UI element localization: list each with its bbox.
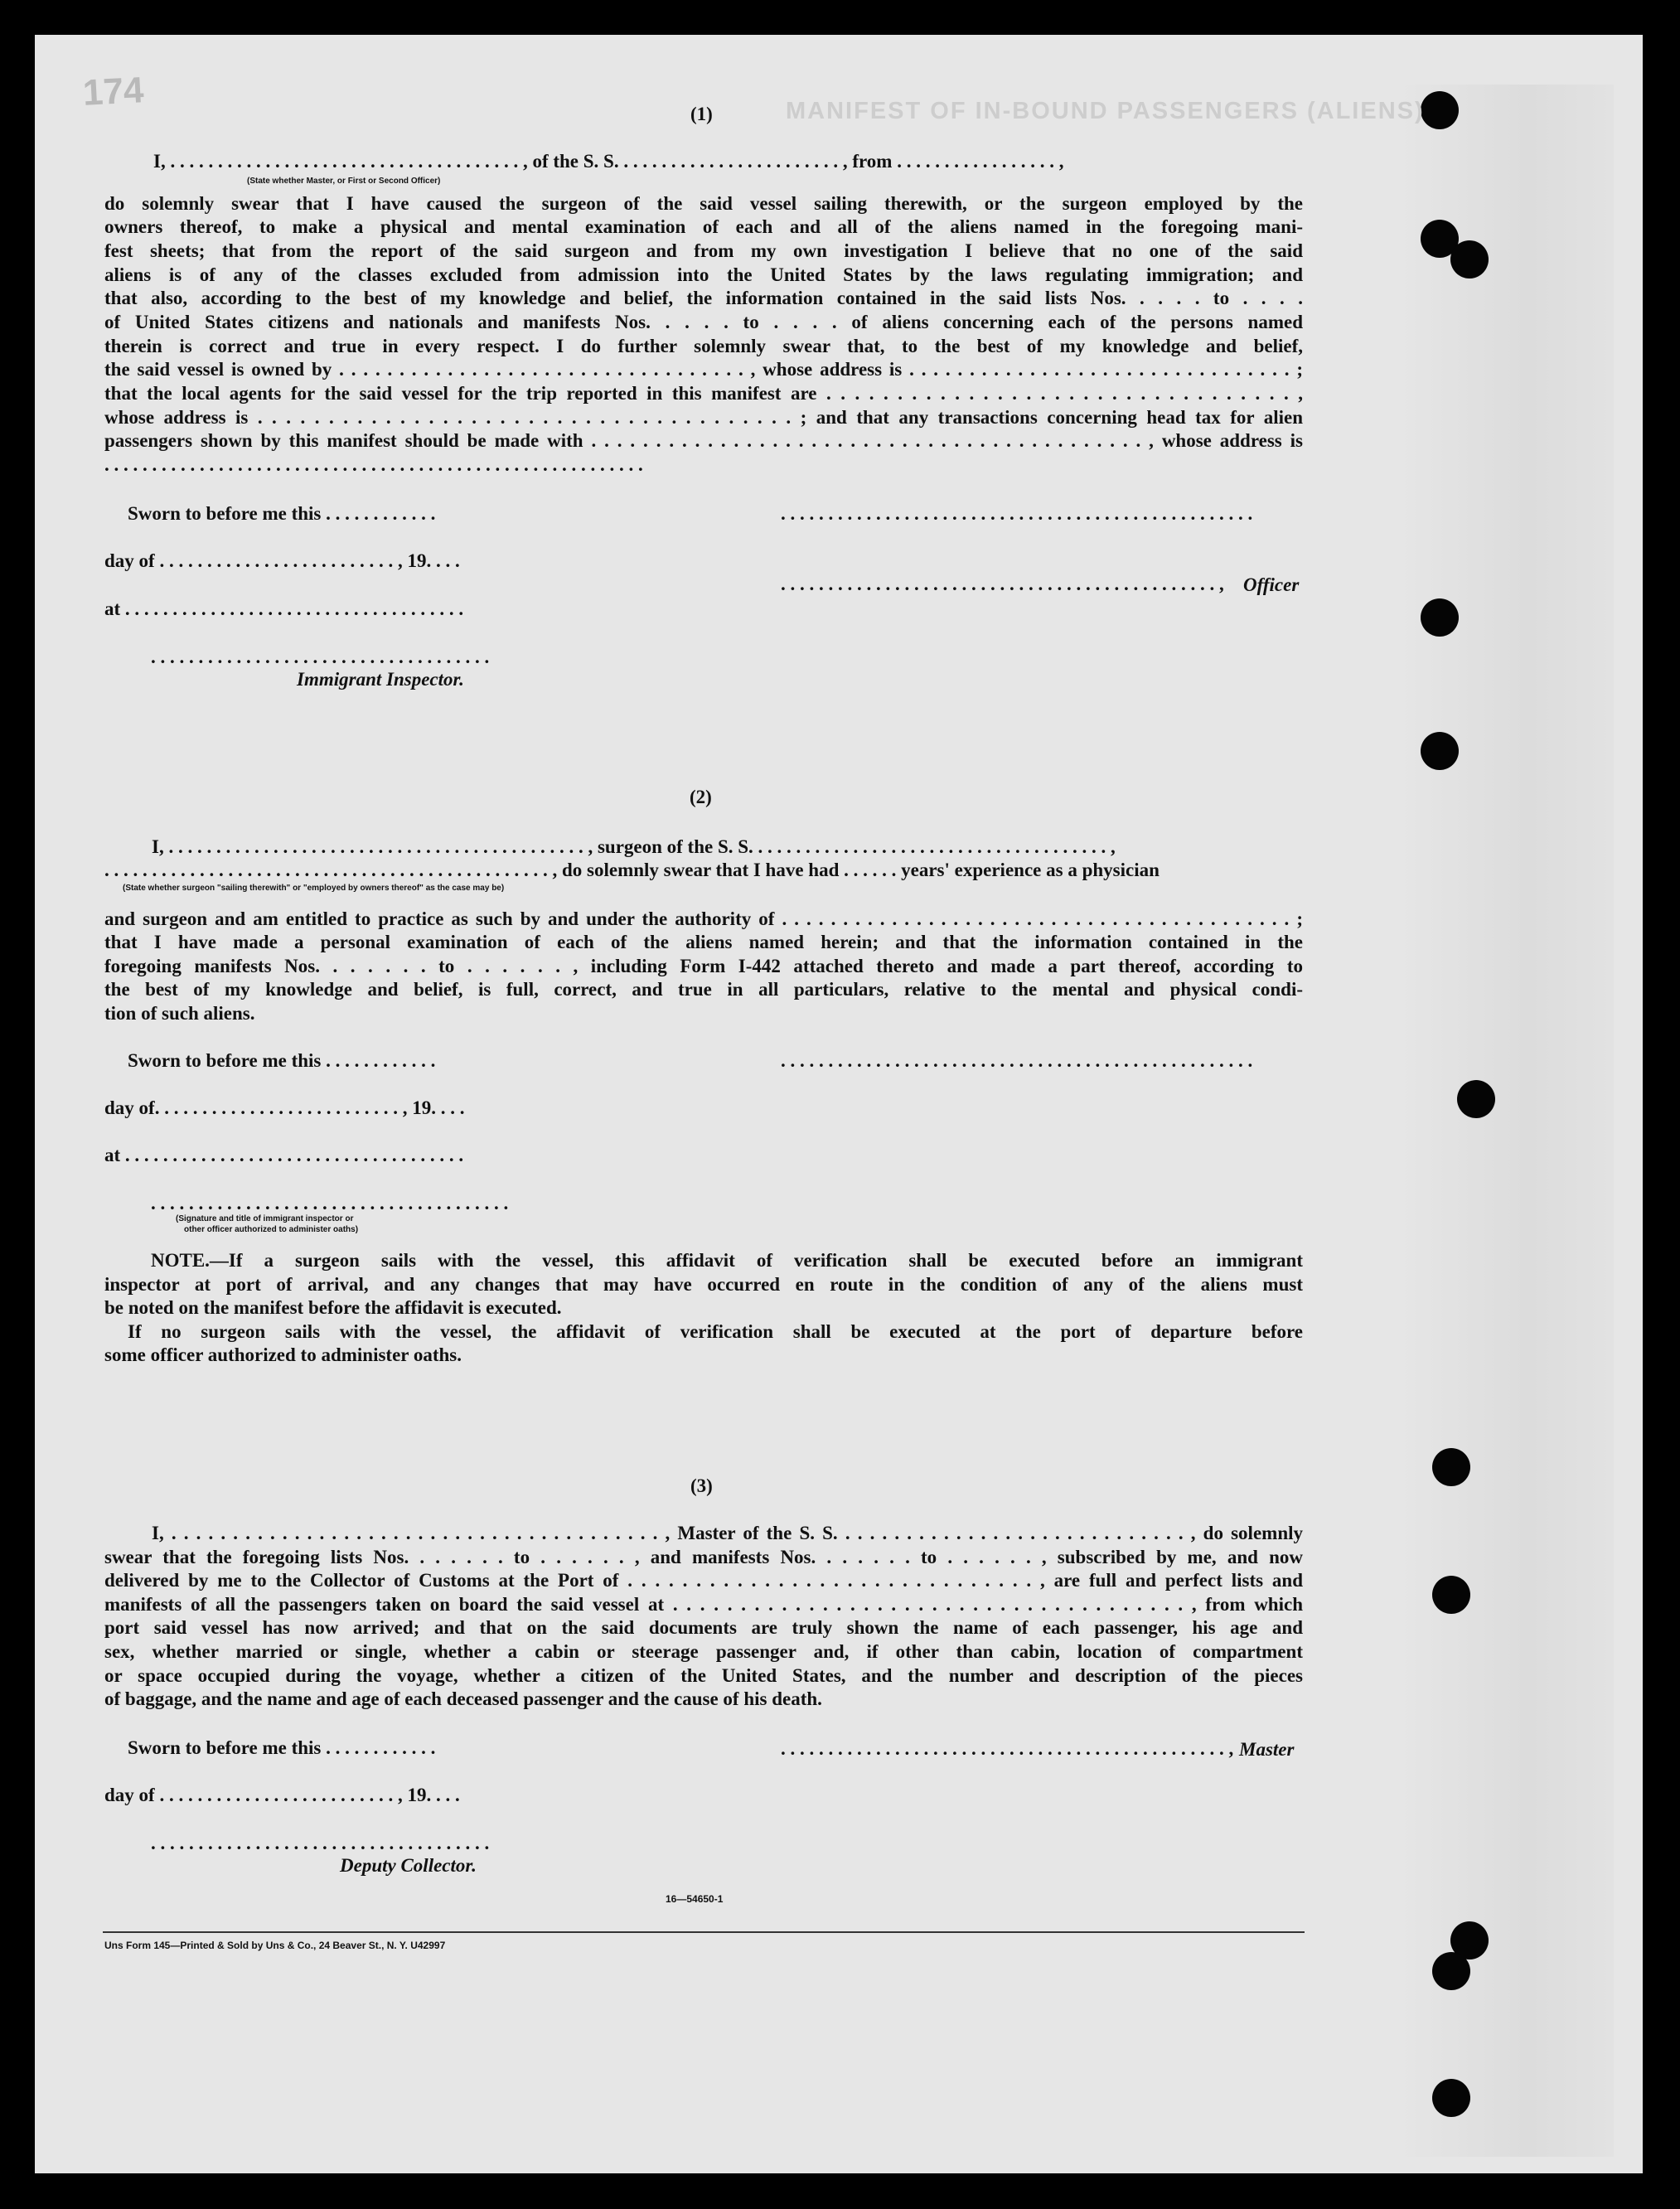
surgeon-experience-line: . . . . . . . . . . . . . . . . . . . . . . . . . . . . . . . . . . . . . . . . . . . . . . . , do solemnly swear that I have had . . . . . . years' experience as a physician	[104, 860, 1160, 880]
paragraph-line: sex, whether married or single, whether a cabin or steerage passenger and, if other than cabin, location of compartment	[104, 1641, 1303, 1662]
master-name-line: I, . . . . . . . . . . . . . . . . . . . . . . . . . . . . . . . . . . . . . , of the S. S. . . . . . . . . . . . . . . . . . . . . . . . , from . . . . . . . . . . . . . . . . . ,	[153, 151, 1064, 172]
collector-signature-line: . . . . . . . . . . . . . . . . . . . . . . . . . . . . . . . . . . . .	[151, 1833, 490, 1853]
paragraph-line: that also, according to the best of my knowledge and belief, the information contained in the said lists Nos. . . . . to . . . .	[104, 288, 1303, 308]
note-line: some officer authorized to administer oaths.	[104, 1344, 462, 1365]
paragraph-line: that the local agents for the said vessel for the trip reported in this manifest are . . . . . . . . . . . . . . . . . . . . . . . . . . . . . . . . . ,	[104, 383, 1303, 404]
paragraph-line: therein is correct and true in every respect. I do further solemnly swear that, to the best of my knowledge and belief,	[104, 336, 1303, 356]
day-line: day of. . . . . . . . . . . . . . . . . . . . . . . . . . , 19. . . .	[104, 1097, 465, 1118]
binder-hole	[1421, 91, 1459, 129]
signature-caption: other officer authorized to administer oaths)	[184, 1225, 359, 1234]
collector-label: Deputy Collector.	[340, 1855, 477, 1876]
sworn-line: Sworn to before me this . . . . . . . . . . . .	[128, 1050, 436, 1071]
paragraph-line: or space occupied during the voyage, whether a citizen of the United States, and the number and description of the pieces	[104, 1665, 1303, 1686]
officer-caption: (State whether Master, or First or Second Officer)	[247, 177, 441, 186]
inspector-label: Immigrant Inspector.	[297, 669, 464, 690]
paragraph-line: I, . . . . . . . . . . . . . . . . . . . . . . . . . . . . . . . . . . . . . . . . , Master of the S. S. . . . . . . . . . . . . . . . . . . . . . . . . . . . . , do solemnly	[152, 1523, 1303, 1543]
master-signature-line: . . . . . . . . . . . . . . . . . . . . . . . . . . . . . . . . . . . . . . . . . . . . . . . ,	[781, 1738, 1234, 1759]
note-line: be noted on the manifest before the affidavit is executed.	[104, 1297, 562, 1318]
section-1-heading: (1)	[690, 104, 713, 124]
paragraph-line: whose address is . . . . . . . . . . . . . . . . . . . . . . . . . . . . . . . . . . . . . . ; and that any transactions concerning head tax for alien	[104, 407, 1303, 428]
binder-hole	[1432, 1952, 1470, 1990]
master-label: Master	[1239, 1739, 1295, 1760]
at-line: at . . . . . . . . . . . . . . . . . . . . . . . . . . . . . . . . . . . .	[104, 598, 464, 619]
note-line: If no surgeon sails with the vessel, the affidavit of verification shall be executed at the port of departure before	[128, 1321, 1303, 1342]
form-code: 16—54650-1	[666, 1893, 724, 1905]
note-line: NOTE.—If a surgeon sails with the vessel, this affidavit of verification shall be executed before an immigrant	[151, 1250, 1303, 1271]
paragraph-trail: . . . . . . . . . . . . . . . . . . . . . . . . . . . . . . . . . . . . . . . . . . . . . . . . . . . . . . . . .	[104, 454, 643, 475]
paragraph-line: that I have made a personal examination of each of the aliens named herein; and that the information contained in the	[104, 932, 1303, 952]
binder-hole	[1421, 732, 1459, 770]
paragraph-line: do solemnly swear that I have caused the surgeon of the said vessel sailing therewith, or the surgeon employed by the	[104, 193, 1303, 214]
binder-hole	[1432, 2079, 1470, 2117]
binder-hole	[1421, 598, 1459, 637]
paragraph-line: owners thereof, to make a physical and mental examination of each and all of the aliens named in the foregoing mani-	[104, 216, 1303, 237]
paragraph-line: foregoing manifests Nos. . . . . . . to . . . . . . , including Form I-442 attached thereto and made a part thereof, according to	[104, 956, 1303, 976]
binder-hole	[1432, 1576, 1470, 1614]
surgeon-name-line: I, . . . . . . . . . . . . . . . . . . . . . . . . . . . . . . . . . . . . . . . . . . . . , surgeon of the S. S. . . . . . . . . . . . . . . . . . . . . . . . . . . . . . . . . . . . . . ,	[152, 836, 1116, 857]
paragraph-line: aliens is of any of the classes excluded from admission into the United States by the laws regulating immigration; and	[104, 264, 1303, 285]
footer-rule	[103, 1931, 1305, 1933]
paragraph-line: fest sheets; that from the report of the said surgeon and from my own investigation I believe that no one of the said	[104, 240, 1303, 261]
paragraph-line: and surgeon and am entitled to practice as such by and under the authority of . . . . . . . . . . . . . . . . . . . . . . . . . . . . . . . . . . . . . . . . . . ;	[104, 908, 1303, 929]
note-line: inspector at port of arrival, and any changes that may have occurred en route in the condition of any of the aliens must	[104, 1274, 1303, 1295]
officer-label: Officer	[1243, 574, 1300, 595]
show-through-header: MANIFEST OF IN-BOUND PASSENGERS (ALIENS)	[786, 98, 1425, 124]
binder-hole	[1457, 1080, 1495, 1118]
sworn-line: Sworn to before me this . . . . . . . . . . . .	[128, 503, 436, 524]
section-2-heading: (2)	[690, 787, 712, 807]
paragraph-line: passengers shown by this manifest should be made with . . . . . . . . . . . . . . . . . . . . . . . . . . . . . . . . . . . . . . . . . . . , whose address is	[104, 430, 1303, 451]
paragraph-line: the said vessel is owned by . . . . . . . . . . . . . . . . . . . . . . . . . . . . . . . . . . , whose address is . . . . . . . . . . . . . . . . . . . . . . . . . . . . . . . . ;	[104, 359, 1303, 380]
signature-line: . . . . . . . . . . . . . . . . . . . . . . . . . . . . . . . . . . . . . . . . . . . . . . . . . .	[781, 503, 1253, 524]
paragraph-last-line: tion of such aliens.	[104, 1003, 255, 1024]
paragraph-line: port said vessel has now arrived; and that on the said documents are truly shown the name of each passenger, his age and	[104, 1617, 1303, 1638]
signature-caption: (Signature and title of immigrant inspector or	[176, 1214, 354, 1223]
paragraph-last-line: of baggage, and the name and age of each deceased passenger and the cause of his death.	[104, 1688, 822, 1709]
binder-hole	[1432, 1448, 1470, 1486]
page-number-stamp: 174	[81, 70, 145, 114]
sworn-line: Sworn to before me this . . . . . . . . . . . .	[128, 1737, 436, 1758]
at-line: at . . . . . . . . . . . . . . . . . . . . . . . . . . . . . . . . . . . .	[104, 1145, 464, 1165]
inspector-signature-line: . . . . . . . . . . . . . . . . . . . . . . . . . . . . . . . . . . . .	[151, 647, 490, 667]
day-line: day of . . . . . . . . . . . . . . . . . . . . . . . . . , 19. . . .	[104, 1785, 460, 1805]
officer-signature-line: . . . . . . . . . . . . . . . . . . . . . . . . . . . . . . . . . . . . . .	[151, 1193, 509, 1213]
surgeon-caption: (State whether surgeon "sailing therewith" or "employed by owners thereof" as the case may be)	[123, 884, 505, 893]
page-edge-shadow	[1398, 85, 1614, 2157]
officer-signature-line: . . . . . . . . . . . . . . . . . . . . . . . . . . . . . . . . . . . . . . . . . . . . . . ,	[781, 574, 1224, 594]
paragraph-line: of United States citizens and nationals and manifests Nos. . . . . to . . . . of aliens concerning each of the persons named	[104, 312, 1303, 332]
signature-line: . . . . . . . . . . . . . . . . . . . . . . . . . . . . . . . . . . . . . . . . . . . . . . . . . .	[781, 1050, 1253, 1071]
printer-line: Uns Form 145—Printed & Sold by Uns & Co., 24 Beaver St., N. Y. U42997	[104, 1940, 446, 1951]
paragraph-line: the best of my knowledge and belief, is full, correct, and true in all particulars, relative to the mental and physical condi-	[104, 979, 1303, 1000]
paragraph-line: swear that the foregoing lists Nos. . . . . . . to . . . . . . , and manifests Nos. . . . . . . to . . . . . . , subscribed by me, and now	[104, 1547, 1303, 1567]
section-3-heading: (3)	[690, 1475, 713, 1496]
day-line: day of . . . . . . . . . . . . . . . . . . . . . . . . . , 19. . . .	[104, 550, 460, 571]
paragraph-line: delivered by me to the Collector of Customs at the Port of . . . . . . . . . . . . . . . . . . . . . . . . . . . . . . , are full and perfect lists and	[104, 1570, 1303, 1591]
binder-hole	[1450, 240, 1489, 279]
paragraph-line: manifests of all the passengers taken on board the said vessel at . . . . . . . . . . . . . . . . . . . . . . . . . . . . . . . . . . . . . . , from which	[104, 1594, 1303, 1615]
